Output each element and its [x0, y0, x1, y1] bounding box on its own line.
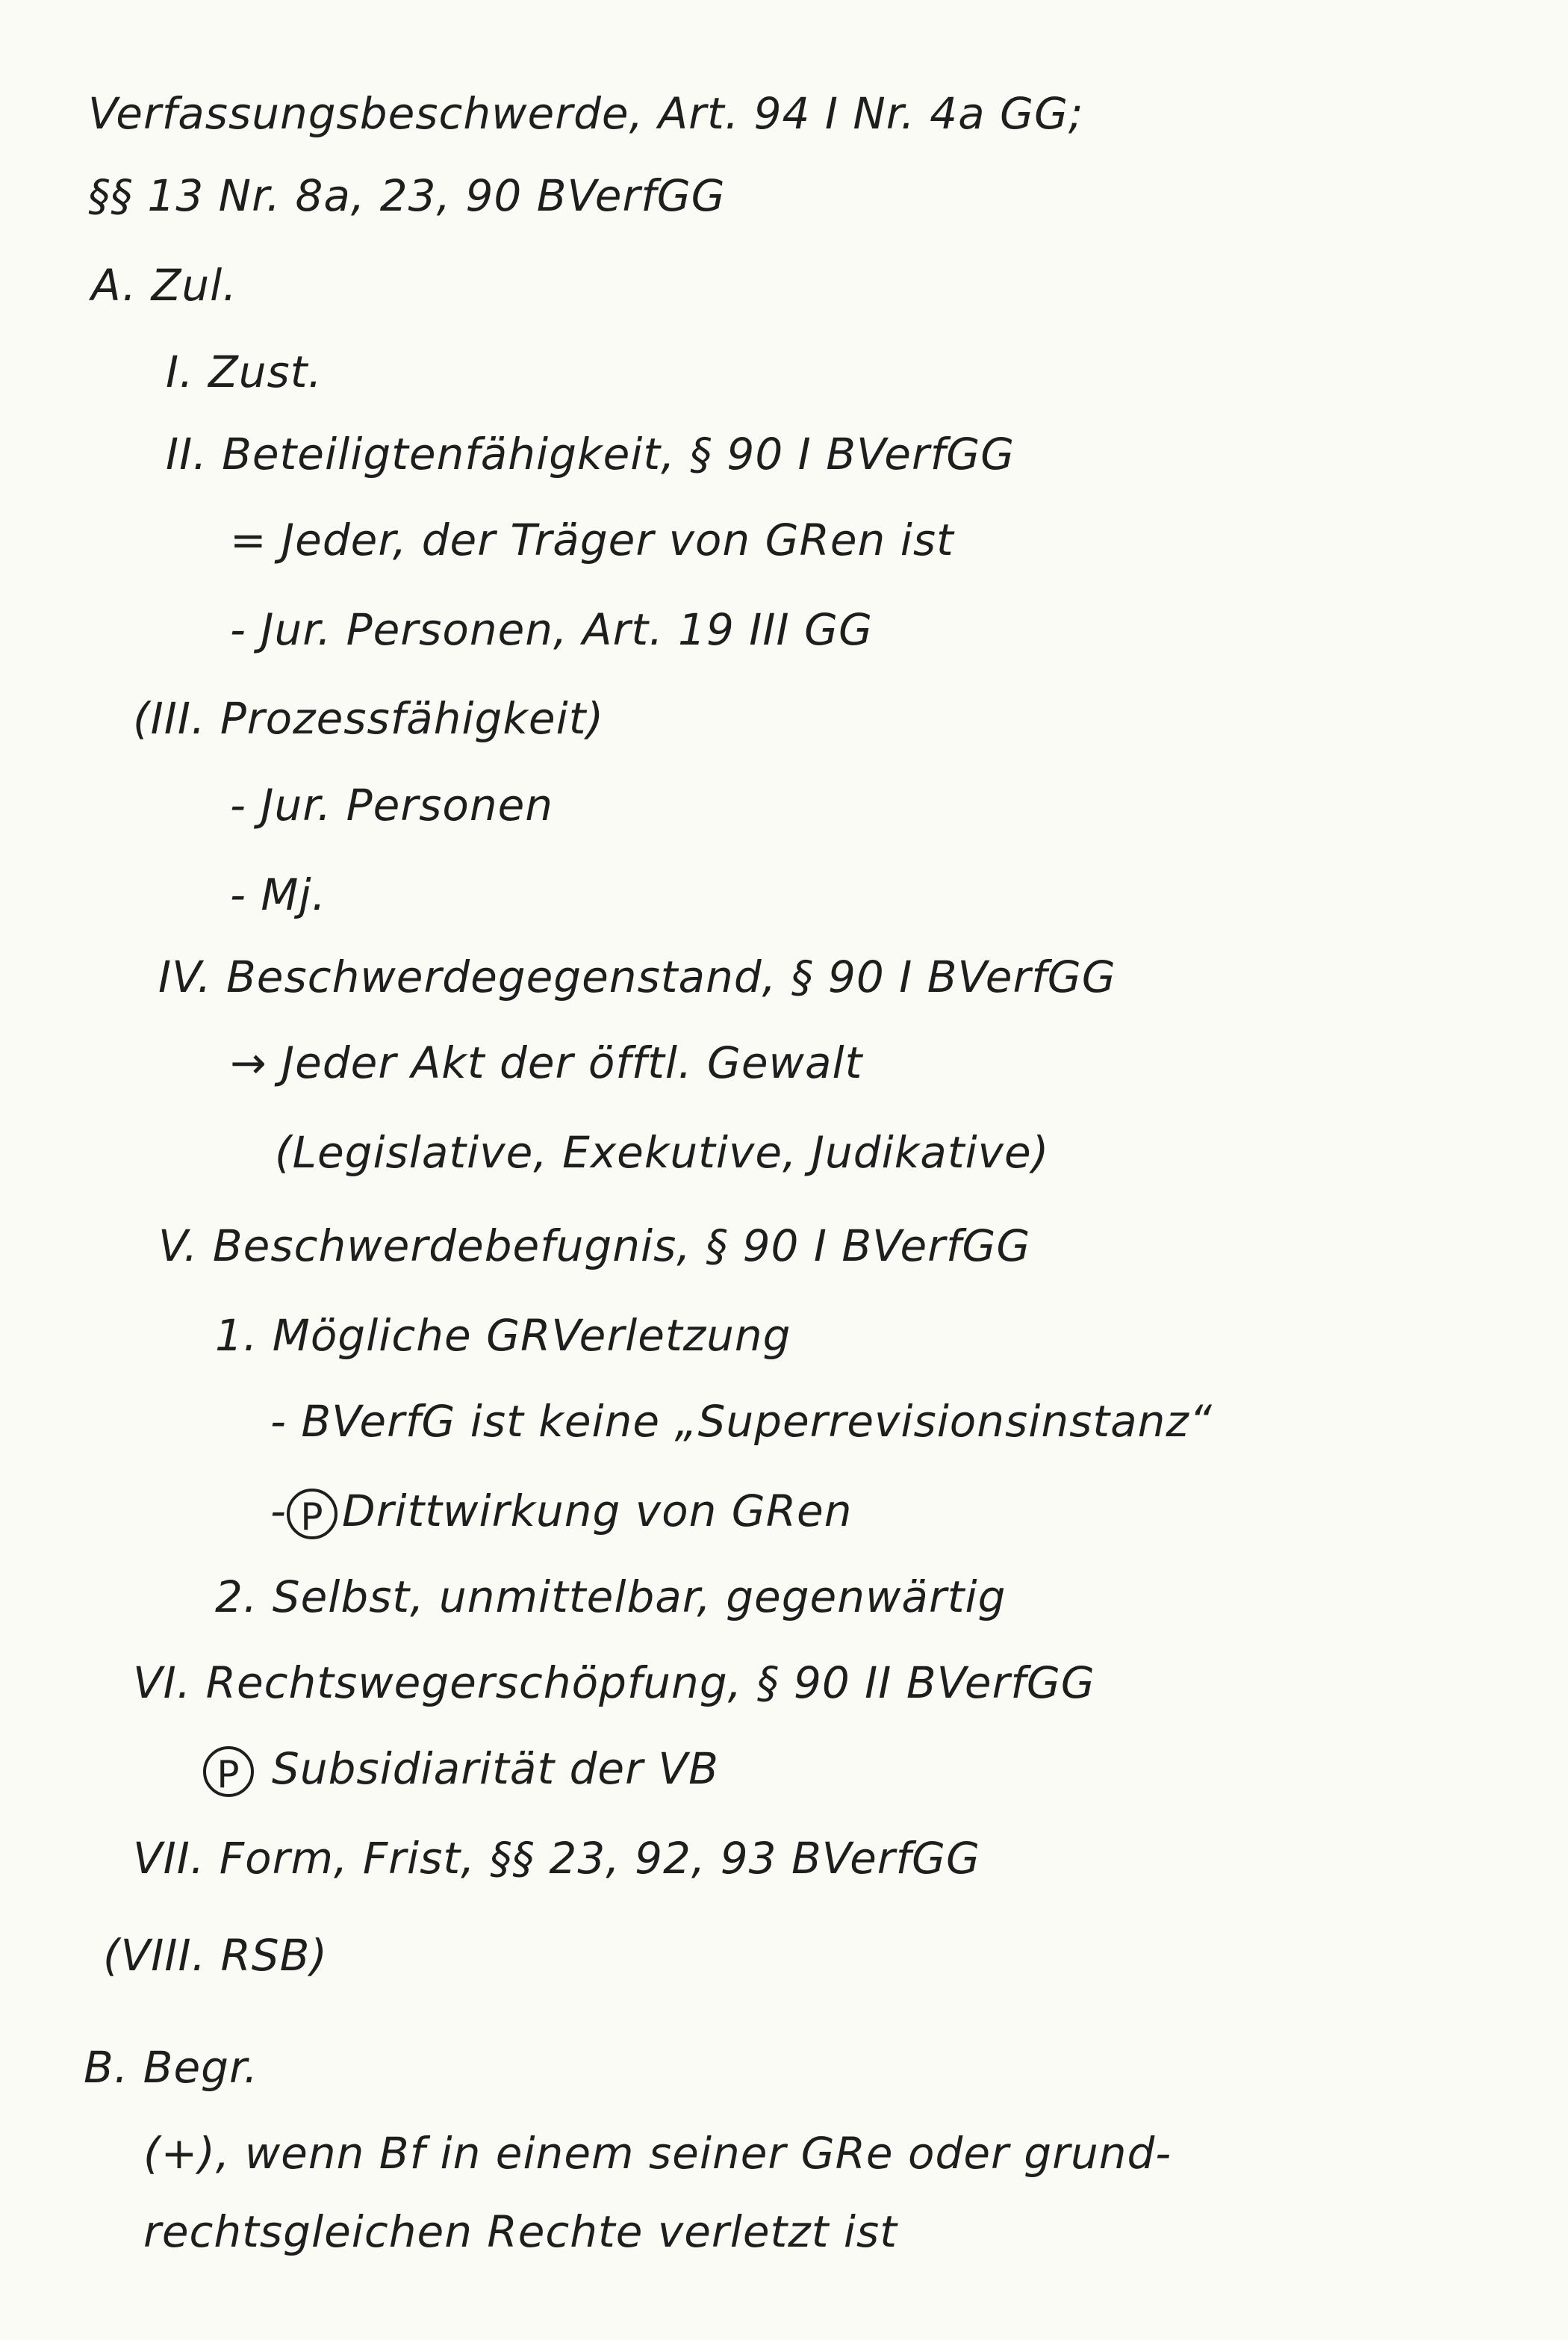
- item-a-vii: VII. Form, Frist, §§ 23, 92, 93 BVerfGG: [133, 1833, 980, 1884]
- item-a-viii: (VIII. RSB): [103, 1930, 329, 1981]
- problem-text: Drittwirkung von GRen: [341, 1486, 853, 1536]
- heading-line-2: §§ 13 Nr. 8a, 23, 90 BVerfGG: [88, 170, 726, 221]
- item-a-ii: II. Beteiligtenfähigkeit, § 90 I BVerfGG: [166, 429, 1015, 480]
- item-a-iii: (III. Prozessfähigkeit): [133, 693, 605, 744]
- item-a-iv: IV. Beschwerdegegenstand, § 90 I BVerfGG: [158, 952, 1116, 1002]
- item-a-ii-sub: - Jur. Personen, Art. 19 III GG: [230, 604, 873, 655]
- problem-text: Subsidiarität der VB: [272, 1743, 719, 1794]
- item-a-i: I. Zust.: [166, 347, 323, 397]
- section-b-text-2: rechtsgleichen Rechte verletzt ist: [143, 2206, 897, 2257]
- section-a-title: A. Zul.: [91, 260, 237, 311]
- problem-p-icon: P: [203, 1746, 254, 1797]
- heading-line-1: Verfassungsbeschwerde, Art. 94 I Nr. 4a GG;: [88, 88, 1084, 139]
- item-a-v-1-sub-1: - BVerfG ist keine „Superrevisionsinstanz“: [270, 1396, 1213, 1447]
- item-a-iii-sub-2: - Mj.: [230, 869, 326, 920]
- problem-p-icon: P: [287, 1489, 337, 1539]
- item-a-iii-sub-1: - Jur. Personen: [230, 780, 554, 831]
- dash-marker: -: [270, 1486, 287, 1536]
- item-a-iv-sub: → Jeder Akt der öfftl. Gewalt: [230, 1037, 863, 1088]
- item-a-iv-sub-2: (Legislative, Exekutive, Judikative): [275, 1127, 1050, 1178]
- item-a-vi-sub: [203, 1739, 719, 1799]
- section-b-title: B. Begr.: [84, 2042, 258, 2093]
- item-a-v-1: 1. Mögliche GRVerletzung: [215, 1310, 791, 1361]
- section-b-text-1: (+), wenn Bf in einem seiner GRe oder grund-: [143, 2128, 1172, 2179]
- item-a-v-2: 2. Selbst, unmittelbar, gegenwärtig: [215, 1571, 1007, 1622]
- item-a-vi: VI. Rechtswegerschöpfung, § 90 II BVerfGG: [133, 1657, 1095, 1708]
- item-a-ii-def: = Jeder, der Träger von GRen ist: [230, 515, 954, 565]
- item-a-v: V. Beschwerdebefugnis, § 90 I BVerfGG: [158, 1220, 1031, 1271]
- item-a-v-1-sub-2: [270, 1481, 853, 1541]
